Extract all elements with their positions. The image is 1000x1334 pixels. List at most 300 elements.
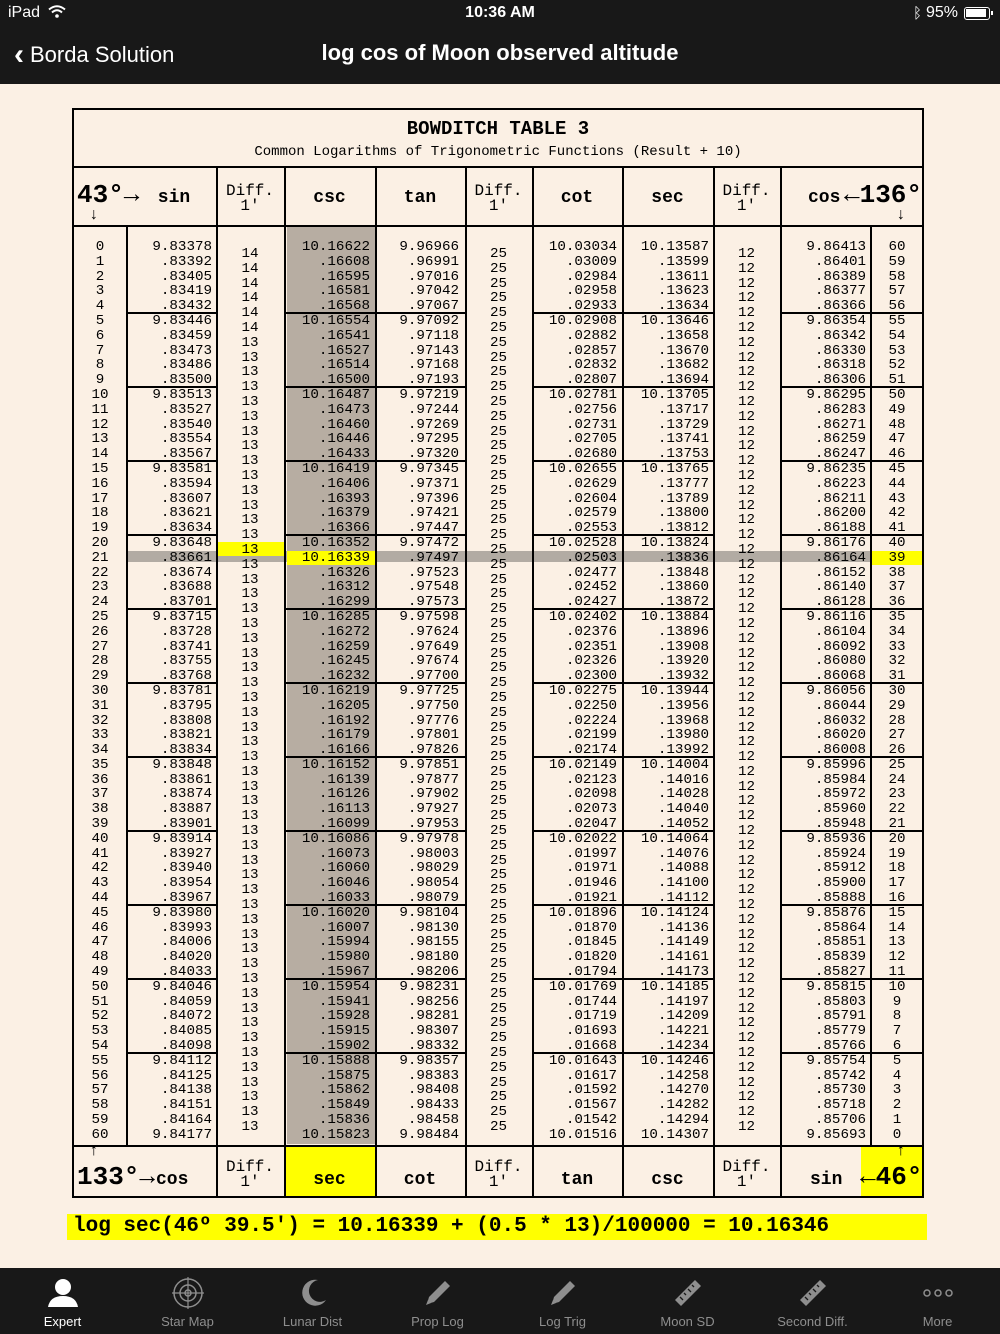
- sec-cell: .14258: [657, 1067, 709, 1084]
- diff-tan-cell: 25: [489, 541, 508, 558]
- csc-cell: .16568: [318, 298, 370, 315]
- diff-sin-cell: 14: [241, 319, 259, 336]
- min-right-cell: 34: [888, 623, 906, 640]
- sec-cell: 10.13765: [640, 460, 709, 477]
- cos-cell: 9.85693: [806, 1126, 866, 1143]
- cot-cell: .02326: [565, 653, 617, 670]
- footer-diff-1: Diff. 1': [225, 1158, 274, 1191]
- csc-cell: .16595: [318, 268, 370, 285]
- cot-cell: .02604: [565, 490, 617, 507]
- diff-sin-cell: 13: [241, 1045, 259, 1062]
- min-right-cell: 20: [888, 830, 906, 847]
- csc-cell: .16033: [318, 890, 370, 907]
- sec-cell: .13658: [657, 327, 709, 344]
- csc-cell: .16166: [318, 742, 370, 759]
- diff-tan-cell: 25: [489, 867, 508, 884]
- cot-cell: .02553: [565, 520, 617, 537]
- sin-cell: .83527: [160, 401, 212, 418]
- sec-cell: 10.13824: [640, 534, 709, 551]
- min-left-cell: 52: [91, 1008, 109, 1025]
- tan-cell: .97826: [407, 742, 459, 759]
- cot-cell: 10.02149: [548, 756, 617, 773]
- device-name: iPad: [8, 4, 41, 21]
- min-left-cell: 40: [91, 830, 109, 847]
- min-right-cell: 30: [888, 682, 906, 699]
- sec-cell: .13980: [657, 727, 709, 744]
- diff-sec-cell: 12: [737, 1104, 756, 1121]
- diff-sec-cell: 12: [737, 645, 756, 662]
- sin-cell: 9.83378: [152, 239, 212, 255]
- diff-sin-cell: 13: [241, 1119, 259, 1136]
- diff-sec-cell: 12: [737, 926, 756, 943]
- cot-cell: .01693: [565, 1023, 617, 1040]
- min-left-cell: 54: [91, 1038, 109, 1055]
- cot-cell: 10.01643: [548, 1052, 617, 1069]
- csc-cell: .16232: [318, 668, 370, 685]
- tan-cell: .98155: [407, 934, 459, 951]
- table-subtitle: Common Logarithms of Trigonometric Functions (Result + 10): [254, 144, 742, 160]
- sin-cell: .84059: [160, 993, 212, 1010]
- cot-cell: .01870: [565, 919, 617, 936]
- csc-cell: .16179: [318, 727, 370, 744]
- top-degree-left: 43°→: [77, 180, 140, 210]
- diff-sec-cell: 12: [737, 364, 756, 381]
- diff-tan-cell: 25: [489, 897, 508, 914]
- header-cos: cos: [808, 188, 841, 208]
- diff-tan-cell: 25: [489, 1089, 508, 1106]
- cot-cell: .01542: [565, 1112, 617, 1129]
- diff-sec-cell: 12: [737, 1015, 756, 1032]
- min-left-cell: 35: [91, 756, 109, 773]
- tan-cell: .98206: [407, 964, 459, 981]
- diff-sec-cell: 12: [737, 305, 756, 322]
- min-left-cell: 5: [95, 312, 105, 329]
- diff-tan-cell: 25: [489, 615, 508, 632]
- csc-cell: .16608: [318, 253, 370, 270]
- min-left-cell: 46: [91, 919, 109, 936]
- diff-sec-cell: 12: [737, 1045, 756, 1062]
- min-right-cell: 54: [888, 327, 906, 344]
- csc-cell: .15849: [318, 1097, 370, 1114]
- diff-tan-cell: 25: [489, 1000, 508, 1017]
- csc-cell: 10.16152: [301, 756, 370, 773]
- sin-cell: .84006: [160, 934, 212, 951]
- diff-sin-cell: 13: [241, 393, 259, 410]
- sec-cell: .13896: [657, 623, 709, 640]
- min-right-cell: 16: [888, 890, 906, 907]
- sec-cell: .13623: [657, 283, 709, 300]
- min-right-cell: 14: [888, 919, 906, 936]
- sec-cell: .13753: [657, 446, 709, 463]
- diff-sec-cell: 12: [737, 837, 756, 854]
- header-diff-2: Diff. 1': [474, 182, 523, 215]
- diff-sin-cell: 13: [241, 645, 259, 662]
- cot-cell: .01921: [565, 890, 617, 907]
- bottom-degree-right: ←46°: [860, 1162, 923, 1192]
- diff-tan-cell: 25: [489, 334, 508, 351]
- min-right-cell: 23: [888, 786, 906, 803]
- status-time: 10:36 AM: [465, 4, 535, 21]
- sin-cell: .83688: [160, 579, 212, 596]
- sin-cell: .84033: [160, 964, 212, 981]
- cos-cell: .86223: [814, 475, 866, 492]
- footer-diff-3: Diff. 1': [722, 1158, 771, 1191]
- min-left-cell: 23: [91, 579, 109, 596]
- diff-tan-cell: 25: [489, 808, 508, 825]
- csc-cell: .16326: [318, 564, 370, 581]
- tan-cell: .98383: [407, 1067, 459, 1084]
- sin-cell: .83634: [160, 520, 212, 537]
- cot-cell: .01971: [565, 860, 617, 877]
- sin-cell: .84020: [160, 949, 212, 966]
- csc-cell: .16581: [318, 283, 370, 300]
- csc-cell: .16046: [318, 875, 370, 892]
- min-right-cell: 6: [892, 1038, 902, 1055]
- diff-tan-cell: 25: [489, 749, 508, 766]
- bottom-degree-left-arrow: ↑: [89, 1142, 99, 1160]
- cot-cell: .02705: [565, 431, 617, 448]
- cot-cell: 10.01896: [548, 904, 617, 921]
- footer-sin: sin: [810, 1170, 843, 1190]
- tab-label: Prop Log: [411, 1314, 464, 1329]
- diff-sec-cell: 12: [737, 1000, 756, 1017]
- diff-sec-cell: 12: [737, 467, 756, 484]
- cos-cell: .86366: [814, 298, 866, 315]
- cos-cell: 9.85815: [806, 978, 866, 995]
- cos-cell: .86401: [814, 253, 866, 270]
- tan-cell: 9.97345: [399, 460, 459, 477]
- cot-cell: .02174: [565, 742, 617, 759]
- tab-star-map[interactable]: [125, 1268, 250, 1334]
- csc-cell: .15928: [318, 1008, 370, 1025]
- min-right-cell: 46: [888, 446, 906, 463]
- diff-sec-cell: 12: [737, 334, 756, 351]
- csc-cell: 10.16020: [301, 904, 370, 921]
- crosshair-icon: [125, 1276, 250, 1310]
- csc-cell: 10.16487: [301, 386, 370, 403]
- cot-cell: .02629: [565, 475, 617, 492]
- diff-sec-cell: 12: [737, 615, 756, 632]
- header-diff-3: Diff. 1': [722, 182, 771, 215]
- tab-moon-sd[interactable]: [625, 1268, 750, 1334]
- tan-cell: .97649: [407, 638, 459, 655]
- cos-cell: .85730: [814, 1082, 866, 1099]
- top-bar: [0, 0, 1000, 84]
- min-right-cell: 38: [888, 564, 906, 581]
- diff-sec-cell: 12: [737, 941, 756, 958]
- tab-prop-log[interactable]: [375, 1268, 500, 1334]
- diff-sin-cell: 13: [241, 541, 259, 558]
- cot-cell: .02832: [565, 357, 617, 374]
- cos-cell: .85948: [814, 816, 866, 833]
- diff-sin-cell: 13: [241, 408, 259, 425]
- diff-sin-cell: 13: [241, 808, 259, 825]
- cos-cell: .86044: [814, 697, 866, 714]
- ruler-icon: [750, 1276, 875, 1310]
- sec-cell: .13682: [657, 357, 709, 374]
- cos-cell: .86128: [814, 594, 866, 611]
- diff-tan-cell: 25: [489, 438, 508, 455]
- diff-sin-cell: 13: [241, 971, 259, 988]
- diff-sec-cell: 12: [737, 527, 756, 544]
- cot-cell: .01845: [565, 934, 617, 951]
- diff-sin-cell: 13: [241, 527, 259, 544]
- diff-sin-cell: 13: [241, 364, 259, 381]
- cot-cell: .02477: [565, 564, 617, 581]
- min-right-cell: 5: [892, 1052, 902, 1069]
- diff-tan-cell: 25: [489, 290, 508, 307]
- diff-tan-cell: 25: [489, 408, 508, 425]
- sec-cell: .13789: [657, 490, 709, 507]
- diff-sin-cell: 13: [241, 497, 259, 514]
- header-sin: sin: [157, 188, 191, 208]
- tan-cell: .98130: [407, 919, 459, 936]
- min-right-cell: 56: [888, 298, 906, 315]
- min-left-cell: 30: [91, 682, 109, 699]
- sin-cell: .83861: [160, 771, 212, 788]
- cos-cell: .86318: [814, 357, 866, 374]
- csc-cell: 10.15823: [301, 1126, 370, 1143]
- sec-cell: .13812: [657, 520, 709, 537]
- csc-column: [285, 240, 370, 1143]
- sin-cell: 9.83446: [152, 312, 212, 329]
- header-csc: csc: [313, 188, 346, 208]
- min-left-cell: 42: [91, 860, 109, 877]
- sec-cell: .14016: [657, 771, 709, 788]
- diff-sec-cell: 12: [737, 704, 756, 721]
- min-left-cell: 9: [95, 372, 105, 389]
- tan-cell: .97143: [407, 342, 459, 359]
- sin-cell: 9.83648: [152, 534, 212, 551]
- min-right-cell: 55: [888, 312, 906, 329]
- min-right-cell: 39: [888, 549, 906, 566]
- header-sec: sec: [651, 188, 684, 208]
- diff-sec-cell: 12: [737, 675, 756, 692]
- diff-tan-cell: 25: [489, 837, 508, 854]
- min-right-cell: 25: [888, 756, 906, 773]
- formula-result: log sec(46º 39.5') = 10.16339 + (0.5 * 13)/100000 = 10.16346: [67, 1214, 927, 1240]
- cos-cell: 9.86295: [806, 386, 866, 403]
- csc-cell: .16113: [318, 801, 370, 818]
- min-left-cell: 22: [91, 564, 109, 581]
- cos-cell: .86188: [814, 520, 866, 537]
- tan-cell: .97396: [407, 490, 459, 507]
- diff-tan-cell: 25: [489, 497, 508, 514]
- min-right-cell: 48: [888, 416, 906, 433]
- sec-cell: .13800: [657, 505, 709, 522]
- min-left-cell: 47: [91, 934, 109, 951]
- diff-tan-cell: 25: [489, 660, 508, 677]
- tab-more[interactable]: [875, 1268, 1000, 1334]
- min-right-cell: 40: [888, 534, 906, 551]
- sin-cell: .84138: [160, 1082, 212, 1099]
- diff-tan-cell: 25: [489, 675, 508, 692]
- diff-sin-cell: 13: [241, 1089, 259, 1106]
- cos-cell: .85960: [814, 801, 866, 818]
- diff-sec-cell: 12: [737, 1059, 756, 1076]
- sec-cell: 10.13944: [640, 682, 709, 699]
- sec-cell: .13848: [657, 564, 709, 581]
- sec-cell: .13872: [657, 594, 709, 611]
- diff-sec-cell: 12: [737, 1074, 756, 1091]
- min-left-cell: 19: [91, 520, 109, 537]
- pencil-icon: [500, 1276, 625, 1310]
- sec-cell: .14294: [657, 1112, 709, 1129]
- tan-cell: .97927: [407, 801, 459, 818]
- diff-tan-cell: 25: [489, 586, 508, 603]
- csc-cell: .16312: [318, 579, 370, 596]
- diff-sin-cell: 13: [241, 512, 259, 529]
- min-right-cell: 59: [888, 253, 906, 270]
- min-right-cell: 45: [888, 460, 906, 477]
- diff-sec-cell: 12: [737, 1030, 756, 1047]
- sec-cell: .13908: [657, 638, 709, 655]
- min-right-cell: 33: [888, 638, 906, 655]
- sec-cell: .14112: [657, 890, 709, 907]
- min-left-cell: 32: [91, 712, 109, 729]
- cot-cell: .02882: [565, 327, 617, 344]
- diff-tan-cell: 25: [489, 630, 508, 647]
- tab-expert[interactable]: [0, 1268, 125, 1334]
- diff-tan-cell: 25: [489, 1059, 508, 1076]
- diff-tan-cell: 25: [489, 985, 508, 1002]
- diff-sin-cell: 14: [241, 260, 259, 277]
- diff-sin-cell: 14: [241, 290, 259, 307]
- diff-tan-cell: 25: [489, 734, 508, 751]
- tan-cell: .97700: [407, 668, 459, 685]
- diff-sin-cell: 13: [241, 823, 259, 840]
- diff-sin-cell: 13: [241, 630, 259, 647]
- diff-tan-cell: 25: [489, 852, 508, 869]
- csc-cell: 10.16219: [301, 682, 370, 699]
- sec-cell: 10.13646: [640, 312, 709, 329]
- csc-cell: .16205: [318, 697, 370, 714]
- sin-cell: .83405: [160, 268, 212, 285]
- sec-cell: 10.13705: [640, 386, 709, 403]
- bottom-degree-right-arrow: ↑: [896, 1142, 906, 1160]
- min-right-cell: 53: [888, 342, 906, 359]
- tab-label: Moon SD: [660, 1314, 715, 1329]
- tan-cell: .98332: [407, 1038, 459, 1055]
- cot-cell: .01617: [565, 1067, 617, 1084]
- pencil-icon: [375, 1276, 500, 1310]
- min-left-cell: 41: [91, 845, 109, 862]
- footer-sec: sec: [313, 1170, 346, 1190]
- diff-sin-cell: 13: [241, 453, 259, 470]
- tab-second-diff[interactable]: [750, 1268, 875, 1334]
- tan-cell: .97523: [407, 564, 459, 581]
- bottom-degree-left: 133°→: [77, 1162, 156, 1192]
- tan-cell: .97776: [407, 712, 459, 729]
- diff-sec-column: [713, 247, 780, 1135]
- tab-label: Log Trig: [539, 1314, 586, 1329]
- diff-sin-cell: 13: [241, 719, 259, 736]
- sin-cell: .84164: [160, 1112, 212, 1129]
- diff-sin-cell: 13: [241, 852, 259, 869]
- diff-tan-cell: 25: [489, 793, 508, 810]
- min-left-cell: 44: [91, 890, 109, 907]
- min-left-cell: 17: [91, 490, 109, 507]
- footer-cos: cos: [156, 1170, 189, 1190]
- cos-cell: .86306: [814, 372, 866, 389]
- cos-cell: .86032: [814, 712, 866, 729]
- sin-cell: .84125: [160, 1067, 212, 1084]
- sec-cell: .13992: [657, 742, 709, 759]
- diff-sec-cell: 12: [737, 497, 756, 514]
- sec-cell: .13968: [657, 712, 709, 729]
- header-tan: tan: [403, 188, 437, 208]
- min-left-cell: 48: [91, 949, 109, 966]
- min-right-cell: 2: [892, 1097, 902, 1114]
- diff-sin-cell: 14: [241, 246, 259, 262]
- min-right-cell: 57: [888, 283, 906, 300]
- diff-sin-cell: 13: [241, 941, 259, 958]
- diff-sin-cell: 13: [241, 911, 259, 928]
- diff-sec-cell: 12: [737, 749, 756, 766]
- cos-cell: .86080: [814, 653, 866, 670]
- cos-cell: 9.86413: [806, 239, 866, 255]
- min-left-cell: 51: [91, 993, 109, 1010]
- sec-cell: .14209: [657, 1008, 709, 1025]
- cos-cell: .86104: [814, 623, 866, 640]
- cos-cell: .86271: [814, 416, 866, 433]
- cot-cell: .02452: [565, 579, 617, 596]
- cot-cell: .01567: [565, 1097, 617, 1114]
- sin-cell: .83954: [160, 875, 212, 892]
- cos-cell: .85827: [814, 964, 866, 981]
- tan-cell: .97497: [407, 549, 459, 566]
- csc-cell: 10.16419: [301, 460, 370, 477]
- tan-cell: .97067: [407, 298, 459, 315]
- diff-sec-cell: 12: [737, 408, 756, 425]
- min-right-cell: 28: [888, 712, 906, 729]
- min-left-cell: 59: [91, 1112, 109, 1129]
- min-right-cell: 0: [892, 1126, 902, 1143]
- sin-cell: .84151: [160, 1097, 212, 1114]
- cos-cell: .86020: [814, 727, 866, 744]
- sin-cell: .83701: [160, 594, 212, 611]
- cot-cell: .02680: [565, 446, 617, 463]
- tab-log-trig[interactable]: [500, 1268, 625, 1334]
- tan-cell: .98079: [407, 890, 459, 907]
- min-left-cell: 49: [91, 964, 109, 981]
- csc-cell: .16500: [318, 372, 370, 389]
- min-left-cell: 58: [91, 1097, 109, 1114]
- min-left-cell: 38: [91, 801, 109, 818]
- sec-cell: .14028: [657, 786, 709, 803]
- cot-cell: 10.03034: [548, 239, 617, 255]
- tan-cell: 9.98104: [399, 904, 459, 921]
- sin-cell: .83887: [160, 801, 212, 818]
- tan-cell: 9.96966: [399, 239, 459, 255]
- cot-cell: 10.02908: [548, 312, 617, 329]
- back-label: Borda Solution: [30, 42, 175, 67]
- diff-sin-cell: 13: [241, 334, 259, 351]
- tab-label: Lunar Dist: [282, 1314, 343, 1329]
- diff-sin-cell: 13: [241, 985, 259, 1002]
- diff-sin-cell: 13: [241, 615, 259, 632]
- tab-label: Second Diff.: [777, 1314, 848, 1329]
- tab-lunar-dist[interactable]: [250, 1268, 375, 1334]
- diff-sec-cell: 12: [737, 423, 756, 440]
- min-left-cell: 31: [91, 697, 109, 714]
- sin-cell: .83594: [160, 475, 212, 492]
- footer-cot: cot: [403, 1170, 437, 1190]
- diff-sin-cell: 14: [241, 305, 259, 322]
- cos-cell: .85803: [814, 993, 866, 1010]
- csc-cell: .16007: [318, 919, 370, 936]
- diff-sin-cell: 13: [241, 689, 259, 706]
